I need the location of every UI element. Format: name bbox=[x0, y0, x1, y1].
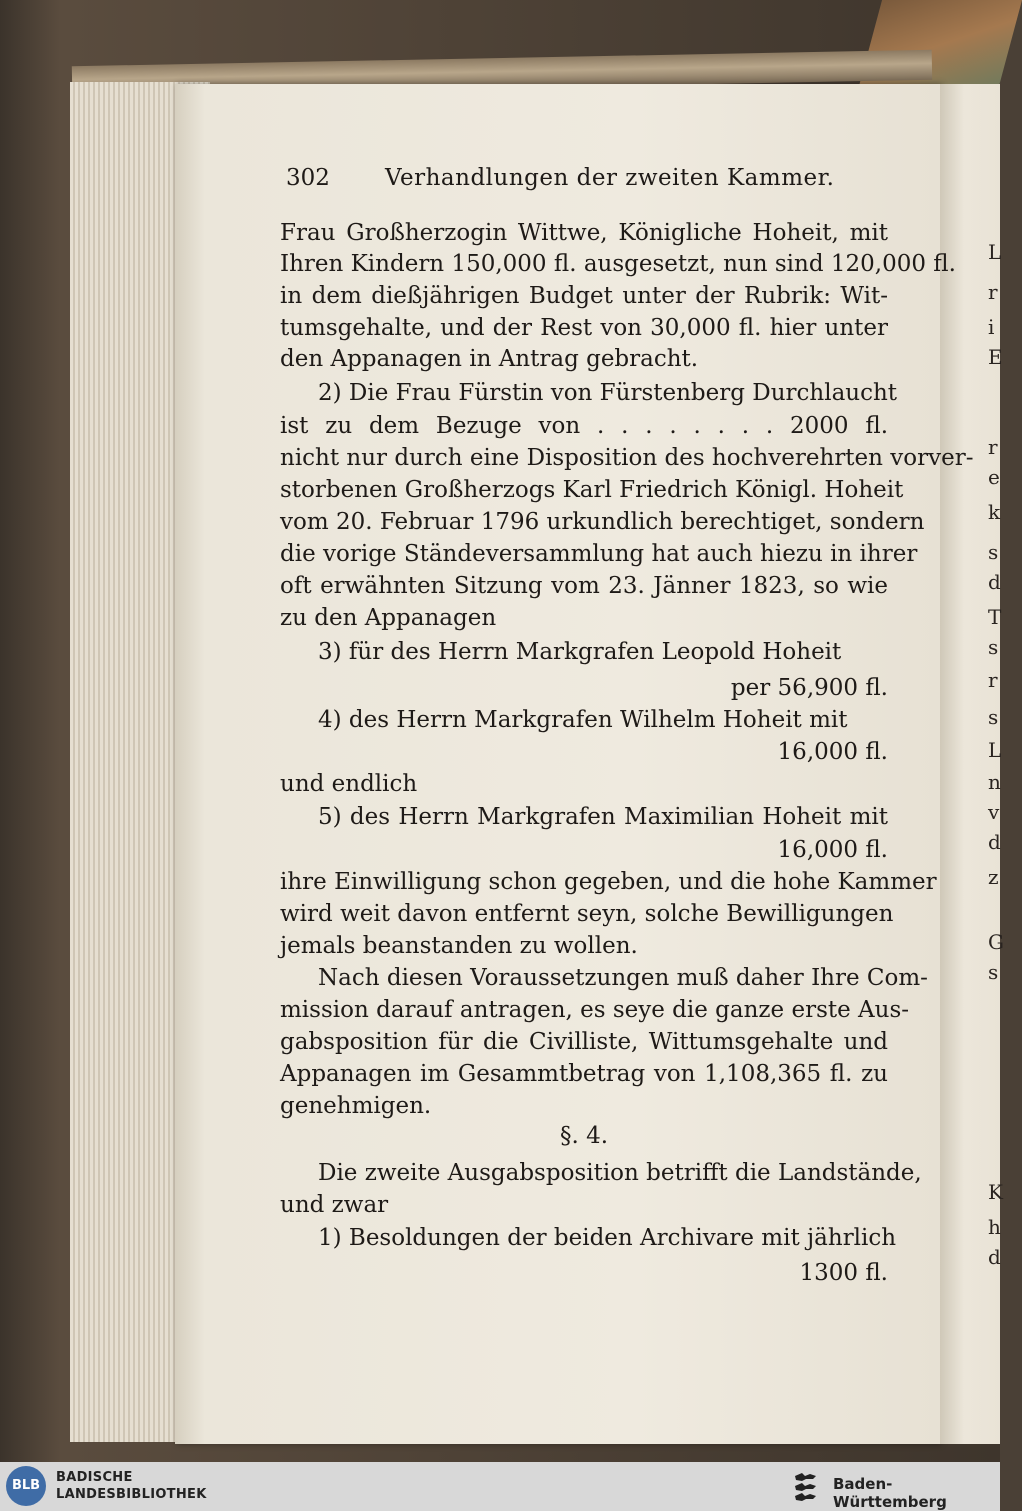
facing-page-glyph: s bbox=[988, 635, 999, 659]
blb-logo[interactable]: BLB bbox=[6, 1466, 46, 1506]
text-line: oft erwähnten Sitzung vom 23. Jänner 1823, so wie bbox=[280, 573, 888, 599]
facing-page-glyph: h bbox=[988, 1215, 1001, 1239]
text-line: 16,000 fl. bbox=[777, 837, 888, 863]
facing-page-glyph: z bbox=[988, 865, 999, 889]
text-line: wird weit davon entfernt seyn, solche Bewilligungen bbox=[280, 901, 894, 927]
facing-page-glyph: k bbox=[988, 500, 1001, 524]
text-line: Frau Großherzogin Wittwe, Königliche Hoheit, mit bbox=[280, 220, 888, 246]
facing-page-glyph: n bbox=[988, 770, 1001, 794]
running-title: Verhandlungen der zweiten Kammer. bbox=[385, 165, 835, 191]
facing-page-glyph: e bbox=[988, 465, 1000, 489]
facing-page-glyph: r bbox=[988, 668, 998, 692]
text-line: ist zu dem Bezuge von . . . . . . . . 2000 fl. bbox=[280, 413, 888, 439]
facing-page-glyph: d bbox=[988, 570, 1001, 594]
facing-page-glyph: d bbox=[988, 830, 1001, 854]
facing-page-glyph: E bbox=[988, 345, 1003, 369]
facing-page-glyph: s bbox=[988, 705, 999, 729]
facing-page-glyph: L bbox=[988, 240, 1002, 264]
text-line: per 56,900 fl. bbox=[730, 675, 888, 701]
facing-page-glyph: d bbox=[988, 1245, 1001, 1269]
facing-page-glyph: r bbox=[988, 435, 998, 459]
state-name: Baden-Württemberg bbox=[833, 1475, 947, 1511]
facing-page-glyph: L bbox=[988, 738, 1002, 762]
text-line: tumsgehalte, und der Rest von 30,000 fl. hier unter bbox=[280, 315, 888, 341]
text-line: 1) Besoldungen der beiden Archivare mit jährlich bbox=[318, 1225, 897, 1251]
text-line: Die zweite Ausgabsposition betrifft die Landstände, bbox=[318, 1160, 922, 1186]
facing-page-glyph: r bbox=[988, 280, 998, 304]
text-line: zu den Appanagen bbox=[280, 605, 497, 631]
text-line: 5) des Herrn Markgrafen Maximilian Hoheit mit bbox=[318, 804, 888, 830]
text-line: ihre Einwilligung schon gegeben, und die hohe Kammer bbox=[280, 869, 937, 895]
text-line: mission darauf antragen, es seye die ganze erste Aus- bbox=[280, 997, 910, 1023]
facing-page-glyph: i bbox=[988, 315, 995, 339]
text-line: 2) Die Frau Fürstin von Fürstenberg Durchlaucht bbox=[318, 380, 898, 406]
state-coat-of-arms-icon bbox=[792, 1470, 822, 1504]
text-line: 1300 fl. bbox=[799, 1260, 888, 1286]
text-line: und endlich bbox=[280, 771, 418, 797]
facing-page-glyph: G bbox=[988, 930, 1004, 954]
text-line: 3) für des Herrn Markgrafen Leopold Hoheit bbox=[318, 639, 842, 665]
text-line: storbenen Großherzogs Karl Friedrich Königl. Hoheit bbox=[280, 477, 904, 503]
text-line: Ihren Kindern 150,000 fl. ausgesetzt, nun sind 120,000 fl. bbox=[280, 251, 956, 277]
facing-page-glyph: T bbox=[988, 605, 1002, 629]
text-line: nicht nur durch eine Disposition des hochverehrten vorver- bbox=[280, 445, 974, 471]
text-line: 4) des Herrn Markgrafen Wilhelm Hoheit mit bbox=[318, 707, 848, 733]
library-name-line2: LANDESBIBLIOTHEK bbox=[56, 1487, 207, 1502]
facing-page-glyph: v bbox=[988, 800, 1000, 824]
text-line: 16,000 fl. bbox=[777, 739, 888, 765]
text-line: vom 20. Februar 1796 urkundlich berechtiget, sondern bbox=[280, 509, 925, 535]
section-heading: §. 4. bbox=[559, 1123, 609, 1149]
footer-bar bbox=[0, 1462, 1000, 1511]
facing-page-glyph: s bbox=[988, 960, 999, 984]
page-number: 302 bbox=[286, 165, 330, 191]
text-line: jemals beanstanden zu wollen. bbox=[280, 933, 638, 959]
library-name-line1: BADISCHE bbox=[56, 1470, 133, 1485]
text-line: genehmigen. bbox=[280, 1093, 432, 1119]
facing-page-glyph: K bbox=[988, 1180, 1003, 1204]
facing-page-glyph: s bbox=[988, 540, 999, 564]
text-line: in dem dießjährigen Budget unter der Rubrik: Wit- bbox=[280, 283, 888, 309]
text-line: Nach diesen Voraussetzungen muß daher Ihre Com- bbox=[318, 965, 928, 991]
text-line: die vorige Ständeversammlung hat auch hiezu in ihrer bbox=[280, 541, 918, 567]
text-line: gabsposition für die Civilliste, Wittumsgehalte und bbox=[280, 1029, 888, 1055]
text-line: und zwar bbox=[280, 1192, 389, 1218]
text-line: Appanagen im Gesammtbetrag von 1,108,365 fl. zu bbox=[280, 1061, 888, 1087]
text-line: den Appanagen in Antrag gebracht. bbox=[280, 346, 699, 372]
